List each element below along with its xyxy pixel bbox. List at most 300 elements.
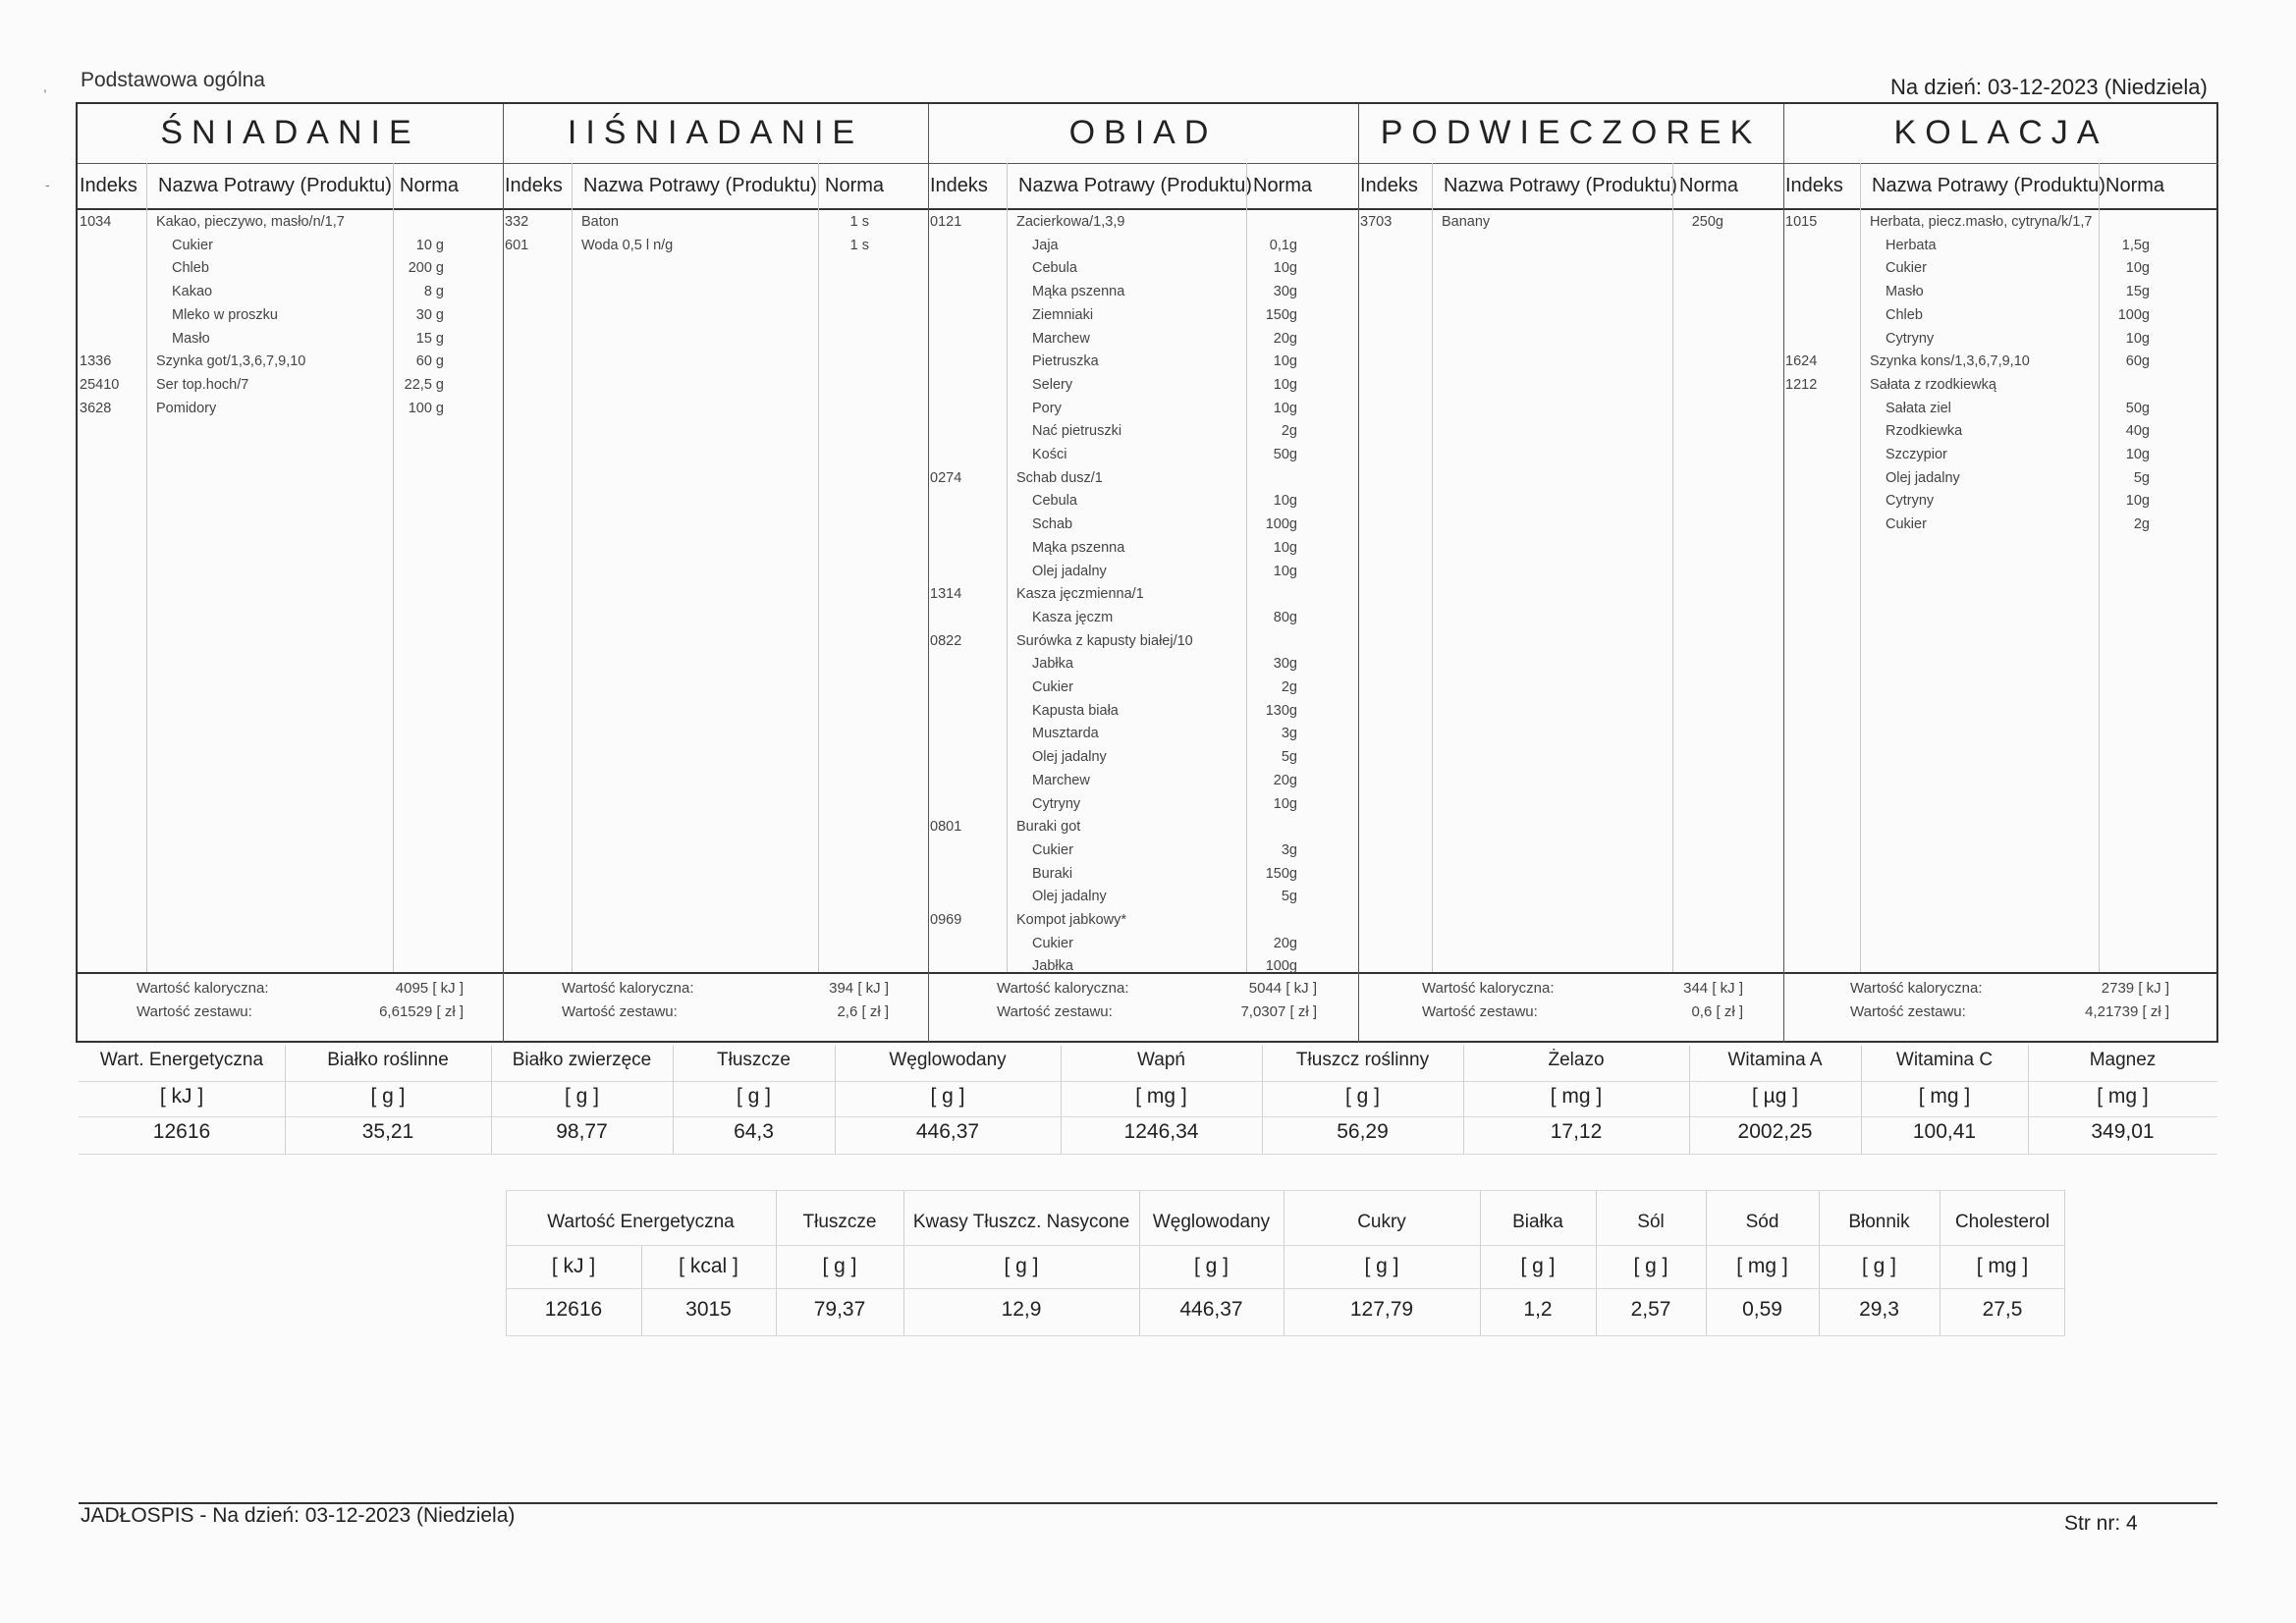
nutrient-row-divider [79,1081,2217,1082]
row-norm: 100 g [408,400,444,416]
row-name: Sałata ziel [1886,400,1951,416]
meal-row [78,375,503,395]
set-value: 0,6 [ zł ] [1691,1003,1743,1020]
nutrient-name: Witamina A [1727,1050,1823,1070]
column-header-name: Nazwa Potrawy (Produktu) [1444,175,1677,196]
meal-title: IIŚNIADANIE [567,114,864,151]
row-norm: 5g [1281,749,1297,766]
row-norm: 100g [1265,958,1297,975]
row-name: Schab [1032,516,1073,533]
nutrient-unit: [ g ] [1633,1255,1668,1277]
row-index: 1336 [80,353,112,370]
row-norm: 10g [2125,493,2150,510]
meal-row [928,840,1358,860]
nutrient-value: 35,21 [361,1120,414,1143]
row-name: Schab dusz/1 [1016,469,1103,486]
meal-row [928,491,1358,511]
nutrient-separator [903,1190,904,1335]
nutrient-separator [285,1046,286,1154]
row-name: Cytryny [1886,493,1935,510]
nutrient-unit: [ g ] [564,1085,600,1108]
row-norm: 15g [2125,284,2150,300]
nutrient-separator [1480,1190,1481,1335]
nutrient-value: 2002,25 [1737,1120,1813,1143]
meal-row [503,236,928,255]
nutrient-separator [1463,1046,1464,1154]
set-value-label: Wartość zestawu: [1422,1003,1538,1020]
row-norm: 8 g [423,284,444,300]
nutrient-value: 446,37 [1179,1298,1243,1321]
nutrient-value: 127,79 [1349,1298,1414,1321]
calorie-label: Wartość kaloryczna: [997,980,1129,997]
nutrient-name: Kwasy Tłuszcz. Nasycone [912,1212,1130,1232]
meal-row [1783,282,2218,301]
nutrient-name: Tłuszcze [717,1050,791,1070]
nutrient-name: Magnez [2089,1050,2157,1070]
meal-row [78,282,503,301]
row-index: 332 [505,214,529,230]
column-header-name: Nazwa Potrawy (Produktu) [1872,175,2105,196]
nutrients-label-table [506,1190,2065,1337]
energy-name: Wartość Energetyczna [547,1212,735,1232]
meal-row [928,794,1358,814]
row-index: 601 [505,237,529,253]
row-norm: 10g [1273,353,1297,370]
nutrient-unit: [ g ] [370,1085,406,1108]
nutrient-name: Wapń [1137,1050,1185,1070]
row-name: Kakao [172,284,213,300]
column-header-norm: Norma [1679,175,1739,196]
nutrient-name: Sód [1745,1212,1779,1232]
row-name: Jaja [1032,237,1059,253]
row-name: Kakao, pieczywo, masło/n/1,7 [156,214,345,230]
row-norm: 10g [1273,795,1297,812]
row-name: Ziemniaki [1032,306,1094,323]
row-name: Selery [1032,376,1073,393]
row-norm: 30g [1273,284,1297,300]
column-header-name: Nazwa Potrawy (Produktu) [158,175,392,196]
row-name: Herbata, piecz.masło, cytryna/k/1,7 [1870,214,2093,230]
calorie-value: 5044 [ kJ ] [1248,980,1317,997]
nutrient-separator [1284,1190,1285,1335]
row-norm: 130g [1265,702,1297,719]
nutrient-value: 349,01 [2091,1120,2155,1143]
row-norm: 5g [1281,889,1297,905]
nutrient-separator [1061,1046,1062,1154]
row-norm: 2g [1281,423,1297,440]
row-norm: 50g [1273,447,1297,462]
row-norm: 60g [2125,353,2150,370]
nutrient-unit: [ mg ] [1736,1255,1788,1277]
energy-kcal-value: 3015 [685,1298,732,1321]
menu-date: Na dzień: 03-12-2023 (Niedziela) [1890,75,2208,99]
meal-row [78,305,503,325]
nutrient-unit: [ g ] [1193,1255,1230,1277]
row-name: Masło [172,330,210,347]
meal-title: KOLACJA [1893,114,2108,151]
energy-kj-unit: [ kJ ] [551,1255,596,1277]
header-divider [78,163,2218,164]
column-header-index: Indeks [505,175,563,196]
nutrient-value: 12616 [152,1120,211,1143]
row-norm: 40g [2125,423,2150,440]
margin-mark: , [43,79,47,94]
nutrient-separator [1139,1190,1140,1335]
meal-row [1783,236,2218,255]
calorie-label: Wartość kaloryczna: [1850,980,1983,997]
nutrient-separator [506,1190,507,1335]
meal-row [503,212,928,232]
nutrients-table [79,1046,2217,1163]
meal-row [928,375,1358,395]
nutrient-unit: [ g ] [822,1255,857,1277]
set-value: 7,0307 [ zł ] [1240,1003,1317,1020]
nutrient-value: 27,5 [1982,1298,2023,1321]
row-name: Olej jadalny [1032,749,1107,766]
row-norm: 1,5g [2121,237,2150,253]
row-name: Cukier [1032,935,1073,951]
calorie-label: Wartość kaloryczna: [1422,980,1555,997]
row-norm: 10g [1273,400,1297,416]
meal-row [928,236,1358,255]
row-index: 0969 [930,912,962,928]
row-norm: 2g [2133,516,2150,533]
row-name: Masło [1886,284,1924,300]
meal-row [78,399,503,418]
set-value: 2,6 [ zł ] [837,1003,889,1020]
row-name: Marchew [1032,330,1090,347]
column-header-norm: Norma [400,175,460,196]
column-header-index: Indeks [930,175,988,196]
row-name: Mąka pszenna [1032,539,1125,556]
meal-title: PODWIECZOREK [1380,114,1762,151]
row-index: 0822 [930,632,962,649]
row-norm: 10g [1273,493,1297,510]
meal-row [1783,258,2218,278]
nutrient-value: 446,37 [915,1120,980,1143]
row-norm: 250g [1691,214,1723,230]
column-line [572,163,573,972]
row-norm: 10g [1273,539,1297,556]
meal-row [928,771,1358,790]
meal-row [78,236,503,255]
row-norm: 1 s [849,214,869,230]
meal-row [928,864,1358,884]
meal-row [928,817,1358,837]
row-name: Kasza jęczm [1032,609,1114,625]
meal-row [928,956,1358,976]
meal-row [928,562,1358,581]
nutrient-name: Wart. Energetyczna [99,1050,264,1070]
row-name: Cukier [1886,516,1927,533]
nutrient-name: Białko zwierzęce [512,1050,652,1070]
column-header-divider [78,208,2218,210]
row-index: 25410 [80,376,120,393]
meal-row [928,887,1358,906]
meal-row [928,584,1358,604]
nutrient-unit: [ µg ] [1751,1085,1799,1108]
row-index: 1624 [1785,353,1818,370]
meal-title: ŚNIADANIE [160,114,420,151]
meal-row [78,352,503,371]
row-name: Surówka z kapusty białej/10 [1016,632,1193,649]
nutrient-value: 100,41 [1912,1120,1977,1143]
calorie-value: 344 [ kJ ] [1683,980,1743,997]
row-norm: 20g [1273,935,1297,951]
nutrient-unit: [ g ] [1861,1255,1897,1277]
row-name: Banany [1442,214,1491,230]
nutrient-unit: [ g ] [1344,1085,1381,1108]
footer-title: JADŁOSPIS - Na dzień: 03-12-2023 (Niedziela) [81,1504,516,1527]
set-value: 6,61529 [ zł ] [379,1003,464,1020]
row-index: 1015 [1785,214,1818,230]
nutrient-separator [641,1245,642,1335]
row-norm: 10g [2125,447,2150,462]
row-name: Jabłka [1032,656,1073,673]
row-norm: 10 g [415,237,444,253]
row-norm: 3g [1281,726,1297,742]
meal-row [1783,352,2218,371]
meal-row [928,608,1358,627]
row-norm: 60 g [415,353,444,370]
set-value-label: Wartość zestawu: [1850,1003,1966,1020]
row-name: Buraki got [1016,819,1081,836]
row-norm: 10g [1273,260,1297,277]
row-name: Cukier [1032,679,1073,695]
meal-table [76,102,2218,1043]
meal-row [928,724,1358,743]
column-header-name: Nazwa Potrawy (Produktu) [583,175,817,196]
nutrient-value: 64,3 [734,1120,774,1143]
meal-separator [1358,104,1359,1043]
page-number: Str nr: 4 [2064,1512,2138,1535]
nutrient-unit: [ g ] [1364,1255,1399,1277]
meal-row [1783,375,2218,395]
meal-row [928,305,1358,325]
row-name: Szynka got/1,3,6,7,9,10 [156,353,306,370]
row-norm: 10g [2125,330,2150,347]
column-header-index: Indeks [80,175,137,196]
set-value-label: Wartość zestawu: [562,1003,678,1020]
meal-row [1783,305,2218,325]
nutrient-value: 12,9 [1001,1298,1042,1321]
row-name: Pory [1032,400,1062,416]
nutrient-unit: [ g ] [1520,1255,1556,1277]
row-name: Szczypior [1886,447,1947,462]
row-name: Kapusta biała [1032,702,1119,719]
nutrient-separator [1689,1046,1690,1154]
row-norm: 20g [1273,772,1297,788]
nutrient-separator [2064,1190,2065,1335]
nutrient-unit: [ mg ] [1976,1255,2029,1277]
row-name: Sałata z rzodkiewką [1870,376,1996,393]
nutrient-separator [1861,1046,1862,1154]
column-header-index: Indeks [1360,175,1418,196]
nutrient-separator [1940,1190,1941,1335]
nutrient-name: Witamina C [1895,1050,1994,1070]
nutrient-separator [835,1046,836,1154]
row-name: Mąka pszenna [1032,284,1125,300]
row-norm: 22,5 g [404,376,444,393]
nutrient-unit: [ mg ] [2097,1085,2149,1108]
row-name: Rzodkiewka [1886,423,1963,440]
row-norm: 80g [1273,609,1297,625]
nutrient-name: Sól [1637,1212,1665,1232]
row-norm: 200 g [408,260,444,277]
row-name: Musztarda [1032,726,1099,742]
row-name: Kompot jabkowy* [1016,912,1127,928]
nutrient-unit: [ g ] [930,1085,965,1108]
meal-row [1783,329,2218,349]
nutrient-unit: [ g ] [1004,1255,1039,1277]
set-value-label: Wartość zestawu: [997,1003,1113,1020]
row-name: Buraki [1032,865,1073,882]
meal-row [928,399,1358,418]
meal-row [928,282,1358,301]
row-name: Kasza jęczmienna/1 [1016,586,1144,603]
row-name: Baton [581,214,619,230]
row-name: Kości [1032,447,1067,462]
row-name: Olej jadalny [1032,889,1107,905]
row-name: Herbata [1886,237,1937,253]
meal-row [928,514,1358,534]
column-header-norm: Norma [2105,175,2165,196]
nutrient-value: 1246,34 [1123,1120,1199,1143]
calorie-label: Wartość kaloryczna: [562,980,694,997]
row-name: Jabłka [1032,958,1073,975]
row-index: 1314 [930,586,962,603]
row-name: Olej jadalny [1032,563,1107,579]
meal-row [1783,212,2218,232]
meal-title: OBIAD [1068,114,1218,151]
column-line [1672,163,1673,972]
meal-row [928,677,1358,697]
meal-row [928,329,1358,349]
column-line [1432,163,1433,972]
row-norm: 100g [1265,516,1297,533]
nutrient-name: Cholesterol [1954,1212,2050,1232]
row-name: Woda 0,5 l n/g [581,237,674,253]
nutrient-unit: [ mg ] [1135,1085,1187,1108]
meal-row [78,329,503,349]
nutrient-name: Błonnik [1848,1212,1910,1232]
meal-row [928,212,1358,232]
row-name: Ser top.hoch/7 [156,376,249,393]
row-norm: 100g [2117,306,2150,323]
row-index: 3628 [80,400,112,416]
nutrient-name: Cukry [1357,1212,1406,1232]
nutrient-value: 56,29 [1337,1120,1389,1143]
row-norm: 10g [2125,260,2150,277]
nutrient-row-divider [506,1288,2065,1289]
nutrient-row-divider [506,1335,2065,1336]
row-name: Chleb [172,260,209,277]
row-norm: 10g [1273,563,1297,579]
meal-row [928,352,1358,371]
nutrient-name: Tłuszcz roślinny [1295,1050,1430,1070]
row-name: Mleko w proszku [172,306,278,323]
nutrient-unit: [ g ] [736,1085,772,1108]
meal-row [928,445,1358,464]
nutrient-separator [1596,1190,1597,1335]
row-norm: 30g [1273,656,1297,673]
row-norm: 5g [2133,469,2150,486]
meal-row [928,421,1358,441]
nutrient-name: Węglowodany [1152,1212,1271,1232]
row-norm: 50g [2125,400,2150,416]
meal-row [928,538,1358,558]
row-norm: 10g [1273,376,1297,393]
row-index: 3703 [1360,214,1393,230]
row-name: Chleb [1886,306,1923,323]
nutrient-separator [1819,1190,1820,1335]
row-index: 0121 [930,214,962,230]
nutrient-unit: [ kJ ] [159,1085,204,1108]
nutrient-name: Białka [1512,1212,1563,1232]
row-name: Cukier [1032,841,1073,858]
row-name: Nać pietruszki [1032,423,1122,440]
row-index: 0801 [930,819,962,836]
row-norm: 15 g [415,330,444,347]
calorie-value: 2739 [ kJ ] [2101,980,2169,997]
nutrient-separator [1706,1190,1707,1335]
column-header-name: Nazwa Potrawy (Produktu) [1018,175,1252,196]
meal-row [1783,399,2218,418]
row-norm: 1 s [849,237,869,253]
diet-type: Podstawowa ogólna [81,69,265,91]
nutrient-separator [776,1190,777,1335]
row-norm: 20g [1273,330,1297,347]
row-name: Cytryny [1886,330,1935,347]
row-name: Olej jadalny [1886,469,1960,486]
row-name: Cebula [1032,260,1077,277]
calorie-value: 4095 [ kJ ] [395,980,464,997]
meal-row [1783,491,2218,511]
nutrient-separator [673,1046,674,1154]
nutrient-unit: [ mg ] [1918,1085,1971,1108]
meal-row [1783,468,2218,488]
meal-row [1358,212,1783,232]
nutrient-name: Białko roślinne [327,1050,449,1070]
nutrient-name: Tłuszcze [802,1212,877,1232]
row-name: Zacierkowa/1,3,9 [1016,214,1125,230]
row-index: 0274 [930,469,962,486]
meal-row [928,934,1358,953]
nutrient-separator [1262,1046,1263,1154]
column-header-norm: Norma [825,175,885,196]
meal-row [928,258,1358,278]
row-name: Pietruszka [1032,353,1099,370]
row-norm: 3g [1281,841,1297,858]
calorie-label: Wartość kaloryczna: [137,980,269,997]
row-name: Cebula [1032,493,1077,510]
meal-row [928,468,1358,488]
nutrient-name: Węglowodany [889,1050,1007,1070]
energy-kj-value: 12616 [544,1298,603,1321]
row-norm: 2g [1281,679,1297,695]
nutrient-value: 98,77 [556,1120,608,1143]
calorie-value: 394 [ kJ ] [829,980,889,997]
row-name: Cukier [172,237,213,253]
margin-mark: - [45,177,50,192]
row-name: Cukier [1886,260,1927,277]
nutrient-value: 29,3 [1859,1298,1899,1321]
meal-row [928,701,1358,721]
meal-row [1783,421,2218,441]
meal-row [928,747,1358,767]
nutrient-value: 0,59 [1742,1298,1782,1321]
row-norm: 150g [1265,865,1297,882]
